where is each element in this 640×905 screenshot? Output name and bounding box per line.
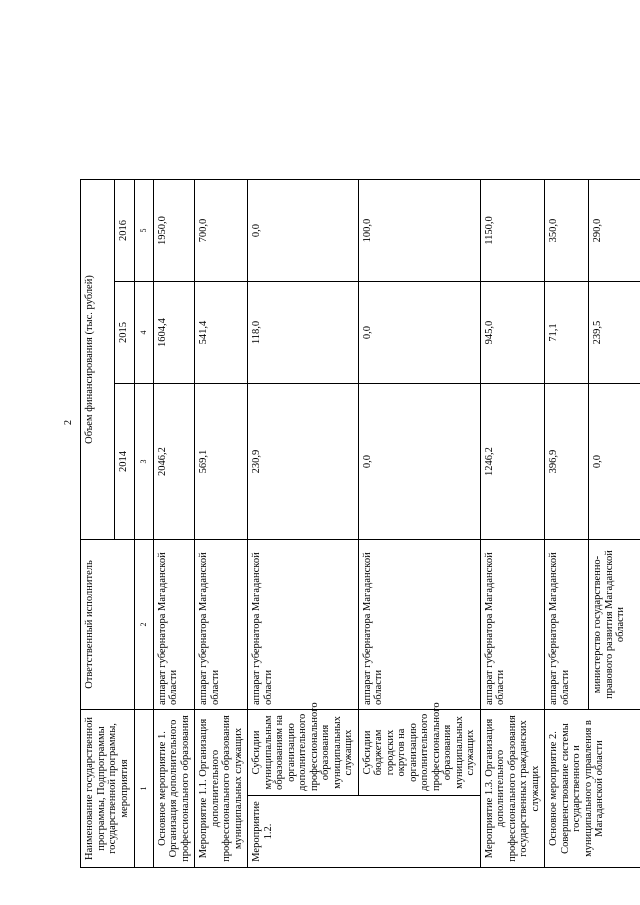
header-name: Наименование государственной программы, Подпрограммы государственной программы, мероприятия	[81, 710, 135, 868]
value-2015: 0,0	[358, 282, 480, 384]
header-year-2015: 2015	[115, 282, 135, 384]
col-number: 2	[135, 540, 154, 710]
row-executor: аппарат губернатора Магаданской области	[248, 540, 359, 710]
row-name: Мероприятие 1.2.	[248, 796, 481, 868]
value-2016: 100,0	[358, 179, 480, 281]
value-2016: 700,0	[195, 179, 248, 281]
value-2015: 118,0	[248, 282, 359, 384]
value-2016: 290,0	[589, 179, 640, 281]
value-2014: 0,0	[589, 384, 640, 540]
header-financing: Объем финансирования (тыс. рублей)	[81, 179, 115, 539]
value-2015: 1604,4	[153, 282, 195, 384]
value-2015: 541,4	[195, 282, 248, 384]
row-executor: аппарат губернатора Магаданской области	[153, 540, 195, 710]
row-name: Мероприятие 1.1. Организация дополнительного профессионального образования муниципальных служащих	[195, 710, 248, 868]
subrow-name: Субсидии бюджетам городских округов на организацию дополнительного профессионального образования муниципальных служащих	[358, 710, 480, 796]
table-row	[248, 77, 359, 867]
landscape-page	[80, 78, 626, 868]
table-row	[358, 77, 480, 867]
value-2015: 945,0	[480, 282, 545, 384]
value-2016: 1950,0	[153, 179, 195, 281]
value-2015: 239,5	[589, 282, 640, 384]
value-2014: 396,9	[545, 384, 589, 540]
value-2016: 350,0	[545, 179, 589, 281]
value-2016: 0,0	[248, 179, 359, 281]
row-executor: аппарат губернатора Магаданской области	[195, 540, 248, 710]
row-name: Основное мероприятие 1. Организация дополнительного профессионального образования	[153, 710, 195, 868]
row-executor: аппарат губернатора Магаданской области	[545, 540, 589, 710]
row-name: Мероприятие 1.3. Организация дополнительного профессионального образования государственных гражданских служащих	[480, 710, 545, 868]
value-2014: 2046,2	[153, 384, 195, 540]
col-number: 5	[135, 179, 154, 281]
value-2014: 569,1	[195, 384, 248, 540]
col-number: 1	[135, 710, 154, 868]
row-executor: министерство государственно-правового развития Магаданской области	[589, 540, 640, 710]
header-executor: Ответственный исполнитель	[81, 540, 135, 710]
value-2015: 71,1	[545, 282, 589, 384]
row-name: Основное мероприятие 2. Совершенствование системы государственного и муниципального управления в Магаданской области	[545, 710, 640, 868]
header-year-2016: 2016	[115, 179, 135, 281]
table-row	[545, 77, 589, 867]
value-2014: 1246,2	[480, 384, 545, 540]
table-row	[153, 77, 195, 867]
table-row	[480, 77, 545, 867]
header-year-2014: 2014	[115, 384, 135, 540]
value-2014: 230,9	[248, 384, 359, 540]
col-number: 3	[135, 384, 154, 540]
subrow-name: Субсидии муниципальным образованиям на организацию дополнительного профессионального образования муниципальных служащих	[248, 710, 359, 796]
financing-table	[80, 77, 640, 868]
page-number: 2	[63, 420, 74, 425]
col-number: 4	[135, 282, 154, 384]
row-executor: аппарат губернатора Магаданской области	[480, 540, 545, 710]
table-row	[195, 77, 248, 867]
value-2014: 0,0	[358, 384, 480, 540]
row-executor: аппарат губернатора Магаданской области	[358, 540, 480, 710]
value-2016: 1150,0	[480, 179, 545, 281]
